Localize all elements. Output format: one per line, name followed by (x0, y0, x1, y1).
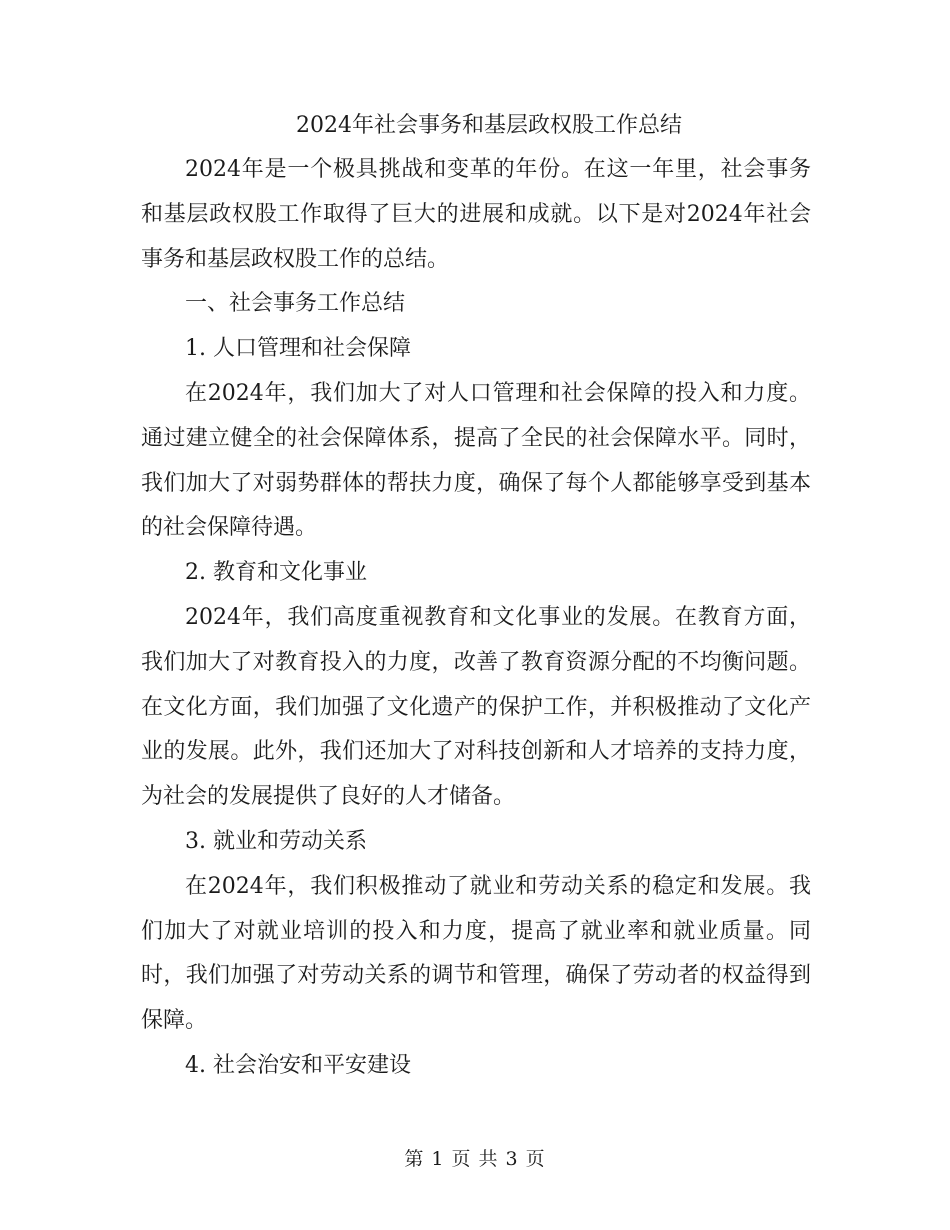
document-body (141, 104, 811, 1089)
document-title: 2024年社会事务和基层政权股工作总结 (296, 113, 682, 138)
intro-paragraph: 2024年是一个极具挑战和变革的年份。在这一年里，社会事务和基层政权股工作取得了巨大的进展和成就。以下是对2024年社会事务和基层政权股工作的总结。 (141, 157, 811, 272)
item-heading-education: 2. 教育和文化事业 (185, 560, 367, 586)
item-body-population: 在2024年，我们加大了对人口管理和社会保障的投入和力度。通过建立健全的社会保障体系，提高了全民的社会保障水平。同时，我们加大了对弱势群体的帮扶力度，确保了每个人都能够享受到基本的社会保障待遇。 (141, 380, 811, 541)
section-heading-social-affairs: 一、社会事务工作总结 (185, 291, 406, 317)
page-number-footer: 第 1 页 共 3 页 (404, 1148, 546, 1170)
item-body-employment: 在2024年，我们积极推动了就业和劳动关系的稳定和发展。我们加大了对就业培训的投入和力度，提高了就业率和就业质量。同时，我们加强了对劳动关系的调节和管理，确保了劳动者的权益得到保障。 (141, 873, 811, 1034)
item-body-education: 2024年，我们高度重视教育和文化事业的发展。在教育方面，我们加大了对教育投入的力度，改善了教育资源分配的不均衡问题。在文化方面，我们加强了文化遗产的保护工作，并积极推动了文化产业的发展。此外，我们还加大了对科技创新和人才培养的支持力度，为社会的发展提供了良好的人才储备。 (141, 604, 811, 810)
item-heading-public-security: 4. 社会治安和平安建设 (185, 1052, 411, 1078)
item-heading-population: 1. 人口管理和社会保障 (185, 336, 411, 362)
item-heading-employment: 3. 就业和劳动关系 (185, 828, 367, 854)
